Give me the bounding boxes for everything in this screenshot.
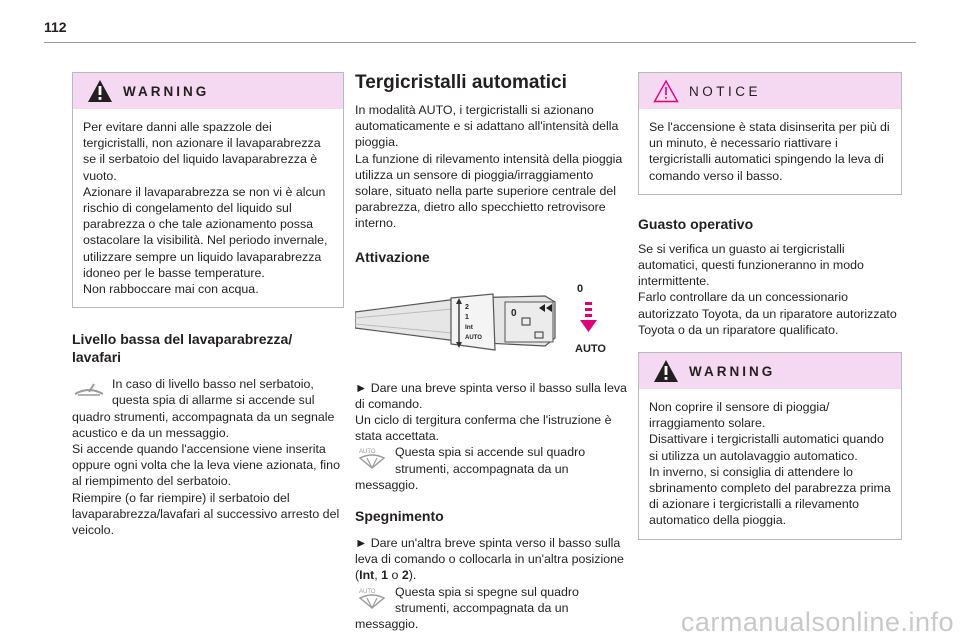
- low-level-section: [72, 376, 344, 538]
- washer-fluid-icon: [72, 378, 106, 402]
- warning-text: In inverno, si consiglia di attendere lo sbrinamento completo del parabrezza prima di azionare i tergicristalli a rilevamento automatico della pioggia.: [649, 464, 891, 528]
- warning-box: [72, 72, 344, 308]
- off-heading: Spegnimento: [355, 508, 444, 525]
- warning-title: WARNING: [123, 83, 210, 99]
- left-column: [72, 72, 344, 538]
- stalk-label-zero-top: 0: [577, 282, 584, 295]
- notice-text: Se l'accensione è stata disinserita per più di un minuto, è necessario riattivare i tergicristalli automatici spingendo la leva di comando verso il basso.: [649, 120, 890, 183]
- warning-body: [73, 109, 343, 307]
- notice-header: [639, 73, 901, 109]
- warning-text: Non rabboccare mai con acqua.: [83, 282, 259, 297]
- activation-lamp-text: Questa spia si accende sul quadro strumenti, accompagnata da un messaggio.: [355, 445, 586, 492]
- low-level-heading: Livello bassa del lavaparabrezza/ lavafari: [72, 331, 293, 366]
- notice-box: [638, 72, 902, 195]
- stalk-label-one: 1: [465, 313, 469, 321]
- warning-text: Per evitare danni alle spazzole dei tergicristalli, non azionare il lavaparabrezza se il serbatoio del liquido lavaparabrezza è vuoto.: [83, 120, 321, 183]
- page-number: 112: [44, 19, 67, 35]
- warning-box: [638, 352, 902, 540]
- activation-heading: Attivazione: [355, 248, 430, 265]
- warning-header: [639, 353, 901, 389]
- warning-text: Disattivare i tergicristalli automatici quando si utilizza un autolavaggio automatico.: [649, 432, 884, 463]
- top-rule: [44, 42, 916, 43]
- notice-body: [639, 109, 901, 194]
- auto-wiper-lamp-icon: [355, 446, 389, 470]
- lamp-auto-label: AUTO: [359, 449, 376, 456]
- section-title: Tergicristalli automatici: [355, 72, 567, 93]
- off-lamp-text: Questa spia si spegne sul quadro strumenti, accompagnata da un messaggio.: [355, 584, 579, 632]
- warning-body: [639, 389, 901, 539]
- right-column: [638, 72, 902, 540]
- warning-header: [73, 73, 343, 109]
- warning-title: WARNING: [689, 363, 776, 379]
- activation-confirm: Un ciclo di tergitura conferma che l'istruzione è stata accettata.: [355, 413, 612, 444]
- notice-title: NOTICE: [689, 83, 762, 99]
- fault-text: Se si verifica un guasto ai tergicristalli automatici, questi funzioneranno in modo intermittente.: [638, 241, 864, 289]
- low-level-text: Riempire (o far riempire) il serbatoio del lavaparabrezza/lavafari al successivo arresto del veicolo.: [72, 490, 340, 538]
- warning-triangle-icon: [87, 79, 113, 103]
- low-level-text: In caso di livello basso nel serbatoio, questa spia di allarme si accende sul quadro strumenti, accompagnata da un segnale acustico e da un messaggio.: [72, 377, 335, 440]
- watermark: carmanualsonline.info: [680, 607, 954, 637]
- middle-column: [355, 72, 627, 632]
- warning-text: Non coprire il sensore di pioggia/ irraggiamento solare.: [649, 400, 830, 431]
- stalk-label-zero: 0: [511, 307, 517, 319]
- auto-wiper-lamp-icon: [355, 586, 389, 610]
- intro-text: La funzione di rilevamento intensità della pioggia utilizza un sensore di pioggia/irraggiamento solare, situato nella parte superiore centrale del parabrezza, dietro allo specchietto retrovisore interno.: [355, 151, 623, 231]
- lamp-auto-label: AUTO: [359, 588, 376, 595]
- notice-triangle-icon: [653, 79, 679, 103]
- activation-step: ► Dare una breve spinta verso il basso sulla leva di comando.: [355, 380, 627, 411]
- stalk-label-int: Int: [465, 323, 473, 331]
- warning-triangle-icon: [653, 359, 679, 383]
- off-step: ► Dare un'altra breve spinta verso il basso sulla leva di comando o collocarla in un'altra posizione (Int, 1 o 2).: [355, 536, 624, 583]
- off-lamp-section: [355, 584, 627, 633]
- push-down-arrow-icon: [580, 302, 597, 332]
- activation-lamp-section: [355, 444, 627, 493]
- low-level-text: Si accende quando l'accensione viene inserita oppure ogni volta che la leva viene azionata, fino al riempimento del serbatoio.: [72, 442, 340, 489]
- warning-text: Azionare il lavaparabrezza se non vi è alcun rischio di congelamento del liquido sul parabrezza o che tale azionamento possa ostacolare la visibilità. Nel periodo invernale, utilizzare sempre un liquido lavaparabrezza idoneo per le basse temperature.: [83, 184, 328, 280]
- stalk-label-auto-big: AUTO: [575, 342, 606, 355]
- fault-heading: Guasto operativo: [638, 215, 754, 232]
- intro-text: In modalità AUTO, i tergicristalli si azionano automaticamente e si adattano all'intensità della pioggia.: [355, 103, 619, 150]
- stalk-label-two: 2: [465, 303, 469, 311]
- wiper-stalk-illustration: [355, 280, 627, 366]
- fault-text: Farlo controllare da un concessionario autorizzato Toyota, da un riparatore autorizzato Toyota o da un riparatore qualificato.: [638, 290, 897, 337]
- stalk-label-auto: AUTO: [465, 334, 482, 341]
